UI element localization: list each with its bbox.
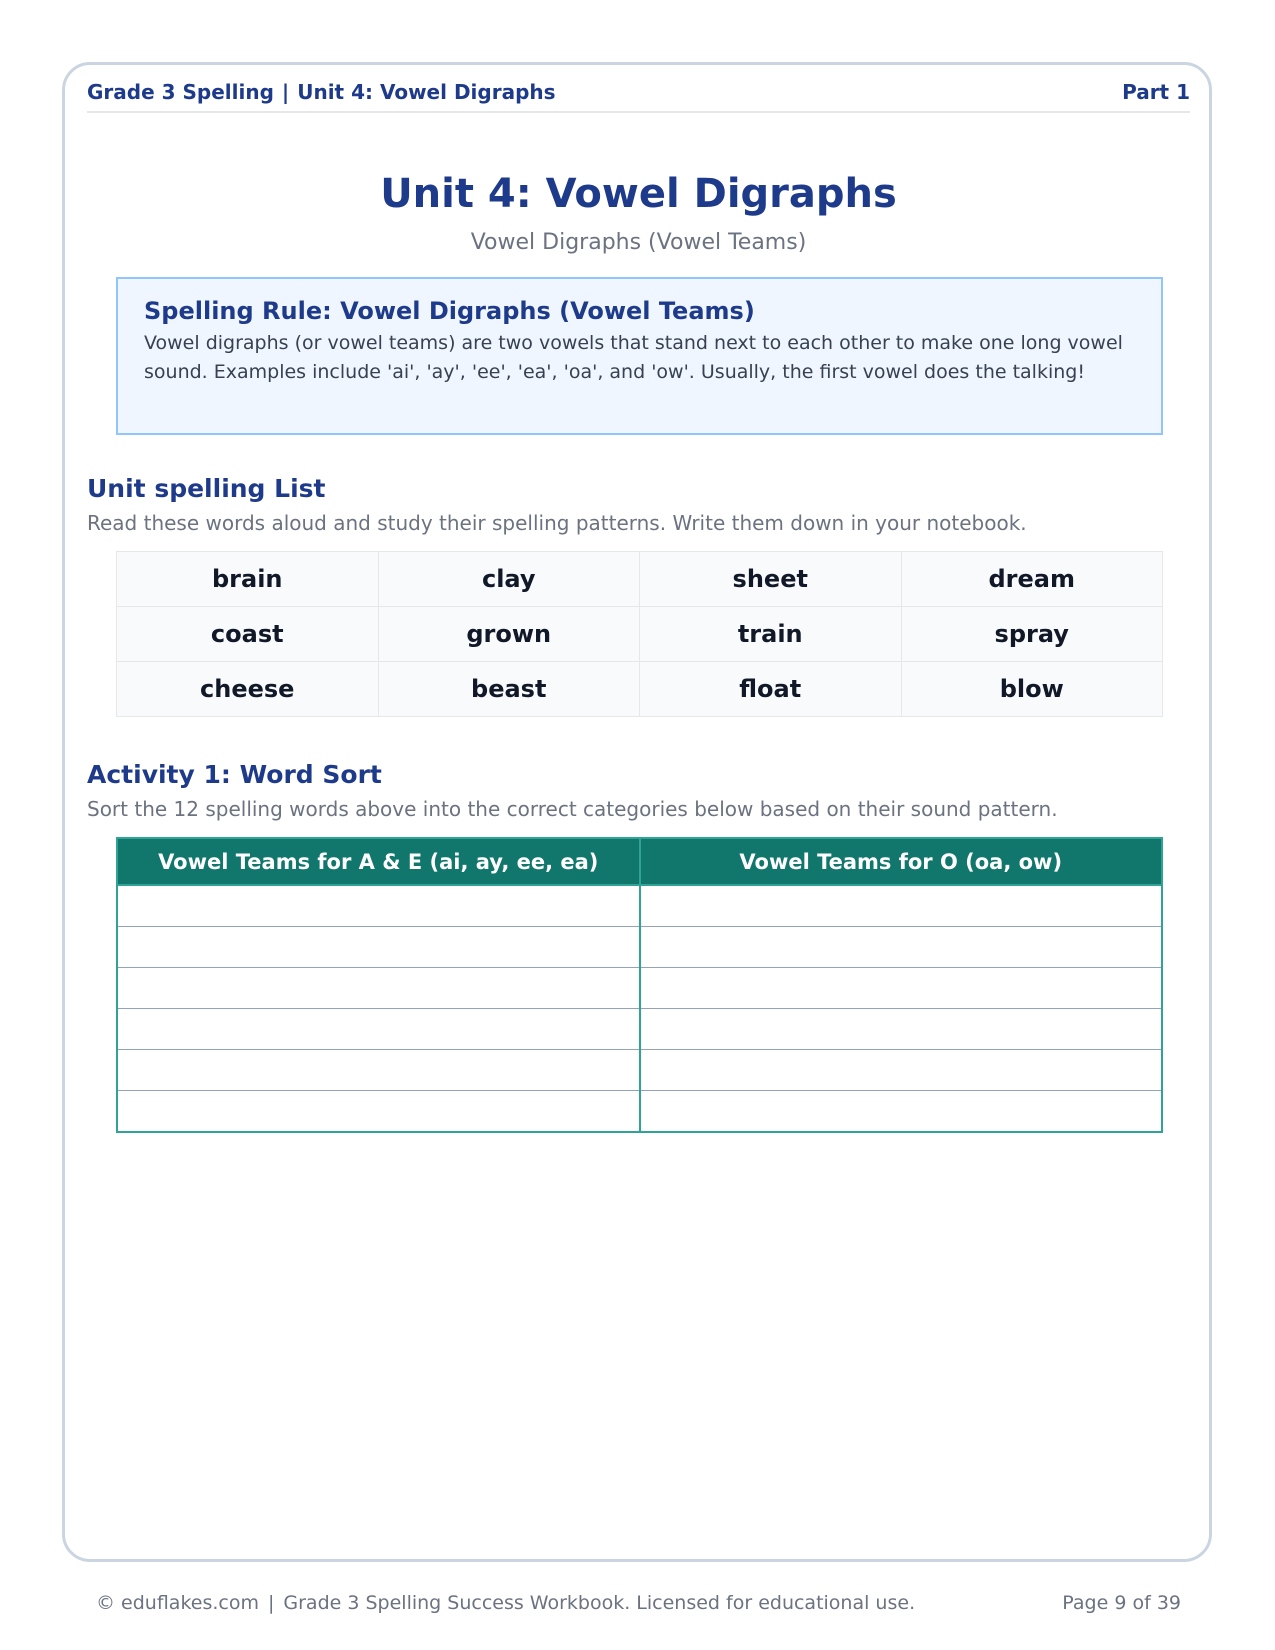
spelling-word: dream (901, 552, 1163, 607)
answer-cell-o[interactable] (640, 1050, 1163, 1091)
spelling-word: train (640, 607, 902, 662)
header-separator: | (281, 79, 290, 104)
spelling-word: spray (901, 607, 1163, 662)
word-row (117, 662, 1163, 717)
header-breadcrumb (87, 80, 556, 104)
sort-row (117, 927, 1162, 968)
footer-page-number: Page 9 of 39 (1062, 1592, 1181, 1614)
answer-cell-o[interactable] (640, 1091, 1163, 1133)
spelling-list-heading: Unit spelling List (87, 474, 326, 503)
spelling-word-table (116, 551, 1163, 717)
spelling-rule-text: Vowel digraphs (or vowel teams) are two vowels that stand next to each other to make one long vowel sound. Examples include 'ai', 'ay', 'ee', 'ea', 'oa', and 'ow'. Usually, the first vowel does the talking! (144, 332, 1123, 383)
word-row (117, 552, 1163, 607)
activity-heading: Activity 1: Word Sort (87, 760, 382, 789)
spelling-word: sheet (640, 552, 902, 607)
spelling-word: cheese (117, 662, 379, 717)
page-footer (96, 1592, 1181, 1614)
footer-left (96, 1592, 915, 1614)
answer-cell-a-e[interactable] (117, 1050, 640, 1091)
header-unit: Unit 4: Vowel Digraphs (297, 79, 556, 104)
answer-cell-o[interactable] (640, 968, 1163, 1009)
answer-cell-o[interactable] (640, 927, 1163, 968)
spelling-word: clay (378, 552, 640, 607)
sort-row (117, 1050, 1162, 1091)
page-header (87, 76, 1190, 113)
page-subtitle: Vowel Digraphs (Vowel Teams) (470, 230, 807, 255)
activity-description: Sort the 12 spelling words above into the correct categories below based on their sound pattern. (87, 797, 1058, 821)
column-header-a-e: Vowel Teams for A & E (ai, ay, ee, ea) (117, 838, 640, 885)
sort-row (117, 1009, 1162, 1050)
answer-cell-a-e[interactable] (117, 1091, 640, 1133)
answer-cell-a-e[interactable] (117, 927, 640, 968)
answer-cell-o[interactable] (640, 1009, 1163, 1050)
word-sort-table (116, 837, 1163, 1133)
spelling-word: float (640, 662, 902, 717)
column-header-o: Vowel Teams for O (oa, ow) (640, 838, 1163, 885)
footer-separator: | (267, 1592, 275, 1614)
spelling-rule-title: Spelling Rule: Vowel Digraphs (Vowel Teams) (144, 297, 755, 325)
spelling-word: blow (901, 662, 1163, 717)
header-part: Part 1 (1122, 79, 1190, 104)
sort-row (117, 1091, 1162, 1133)
spelling-list-description: Read these words aloud and study their spelling patterns. Write them down in your notebook. (87, 511, 1027, 535)
spelling-word: beast (378, 662, 640, 717)
word-row (117, 607, 1163, 662)
spelling-word: brain (117, 552, 379, 607)
answer-cell-a-e[interactable] (117, 885, 640, 927)
answer-cell-a-e[interactable] (117, 968, 640, 1009)
sort-row (117, 968, 1162, 1009)
spelling-word: coast (117, 607, 379, 662)
answer-cell-o[interactable] (640, 885, 1163, 927)
page-title: Unit 4: Vowel Digraphs (380, 171, 897, 217)
footer-license: Grade 3 Spelling Success Workbook. Licensed for educational use. (283, 1592, 916, 1614)
spelling-rule-box (116, 277, 1163, 435)
footer-copyright: © eduflakes.com (96, 1592, 259, 1614)
header-course: Grade 3 Spelling (87, 79, 274, 104)
sort-row (117, 885, 1162, 927)
word-sort-header-row (117, 838, 1162, 885)
spelling-word: grown (378, 607, 640, 662)
answer-cell-a-e[interactable] (117, 1009, 640, 1050)
